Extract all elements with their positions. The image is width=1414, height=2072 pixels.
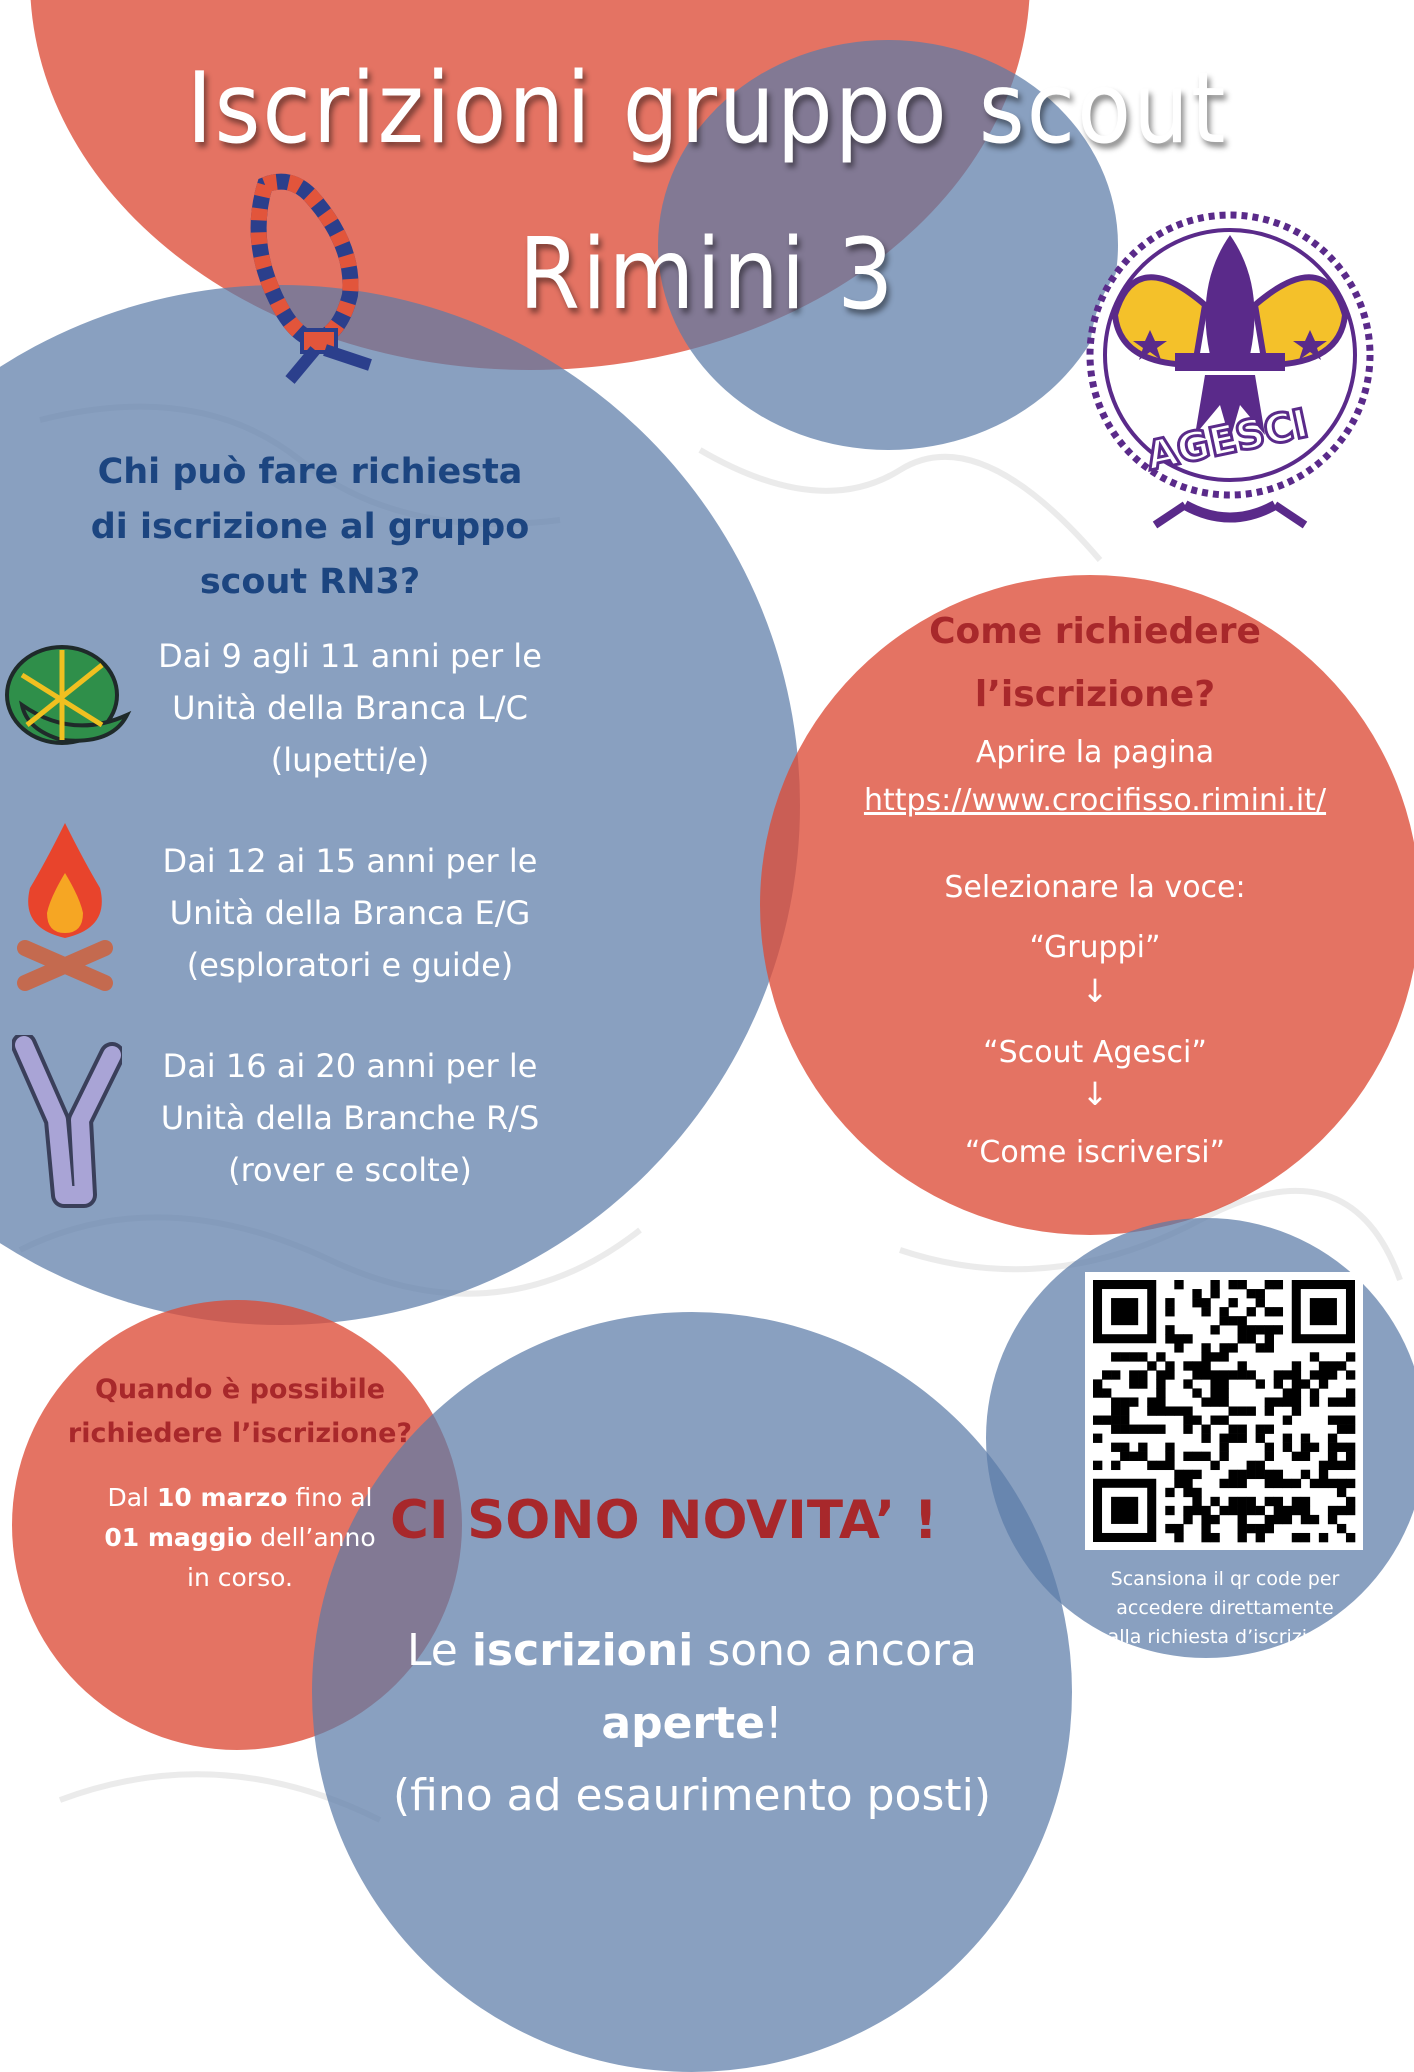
page-title-line2: Rimini 3: [518, 218, 896, 332]
news-line1: [312, 1625, 1072, 1676]
who-item-3-line2: Unità della Branche R/S: [160, 1099, 540, 1137]
how-select: Selezionare la voce:: [944, 870, 1246, 905]
who-item-3-line1: Dai 16 ai 20 anni per le: [162, 1047, 538, 1085]
who-item-2-line3: (esploratori e guide): [186, 946, 514, 984]
how-arrow-1: ↓: [1081, 972, 1109, 1010]
when-heading-line2: richiedere l’iscrizione?: [67, 1418, 413, 1449]
who-item-1-line3: (lupetti/e): [270, 741, 430, 779]
when-heading: [40, 1368, 440, 1456]
who-item-2-line1: Dai 12 ai 15 anni per le: [162, 842, 538, 880]
qr-finder-pattern: [1111, 1497, 1138, 1524]
who-heading-line3: scout RN3?: [199, 562, 421, 602]
forked-stick-icon: [12, 1035, 122, 1210]
how-url-container: [800, 783, 1390, 818]
when-from-date: 10 marzo: [156, 1483, 288, 1512]
how-heading: [800, 600, 1390, 726]
how-step-3: “Come iscriversi”: [964, 1135, 1226, 1170]
who-item-2-line2: Unità della Branca E/G: [169, 894, 531, 932]
when-to: fino al: [295, 1483, 373, 1512]
news-line3: (fino ad esaurimento posti): [392, 1770, 992, 1821]
scout-scarf-icon: [230, 165, 410, 395]
how-arrow-2: ↓: [1081, 1075, 1109, 1113]
qr-code[interactable]: [1085, 1272, 1363, 1550]
who-item-1-line1: Dai 9 agli 11 anni per le: [158, 637, 542, 675]
who-heading-line1: Chi può fare richiesta: [97, 452, 523, 492]
campfire-icon: [15, 818, 115, 998]
how-heading-line2: l’iscrizione?: [974, 674, 1216, 715]
how-step-1: “Gruppi”: [1029, 930, 1161, 965]
qr-caption-line3: alla richiesta d’iscrizione: [1107, 1626, 1343, 1648]
qr-caption-line2: accedere direttamente: [1116, 1597, 1334, 1619]
when-heading-line1: Quando è possibile: [94, 1374, 386, 1405]
when-to-date: 01 maggio: [104, 1523, 253, 1552]
who-item-1-line2: Unità della Branca L/C: [172, 689, 528, 727]
page-title-line1: Iscrizioni gruppo scout: [186, 52, 1228, 166]
news-line1-c: sono ancora: [707, 1625, 977, 1676]
agesci-logo-text: AGESCI: [1142, 400, 1313, 480]
crocifisso-link[interactable]: https://www.crocifisso.rimini.it/: [863, 783, 1327, 818]
how-step-2: “Scout Agesci”: [983, 1035, 1207, 1070]
agesci-logo: [1075, 205, 1385, 550]
who-heading-line2: di iscrizione al gruppo: [90, 507, 530, 547]
qr-finder-pattern: [1111, 1298, 1138, 1325]
news-line2-b: !: [764, 1698, 783, 1749]
news-line1-a: Le: [407, 1625, 458, 1676]
who-item-3-line3: (rover e scolte): [228, 1151, 472, 1189]
qr-finder-pattern: [1310, 1298, 1337, 1325]
news-line1-b: iscrizioni: [471, 1625, 694, 1676]
when-from: Dal: [107, 1483, 150, 1512]
news-line2: [312, 1698, 1072, 1749]
news-line2-a: aperte: [601, 1698, 765, 1749]
who-item-3: [110, 1040, 590, 1196]
qr-caption: [1060, 1565, 1390, 1652]
when-dates-line3: in corso.: [187, 1563, 293, 1592]
how-heading-line1: Come richiedere: [929, 611, 1261, 652]
who-item-2: [110, 835, 590, 991]
when-year-a: dell’anno: [260, 1523, 376, 1552]
who-heading: [30, 445, 590, 610]
qr-caption-line1: Scansiona il qr code per: [1110, 1568, 1340, 1590]
who-item-1: [110, 630, 590, 786]
when-dates: [40, 1478, 440, 1598]
when-dates-line1: [40, 1478, 440, 1518]
how-open-page: Aprire la pagina: [975, 735, 1215, 770]
news-headline: CI SONO NOVITA’ !: [390, 1490, 938, 1551]
when-dates-line2: [40, 1518, 440, 1558]
